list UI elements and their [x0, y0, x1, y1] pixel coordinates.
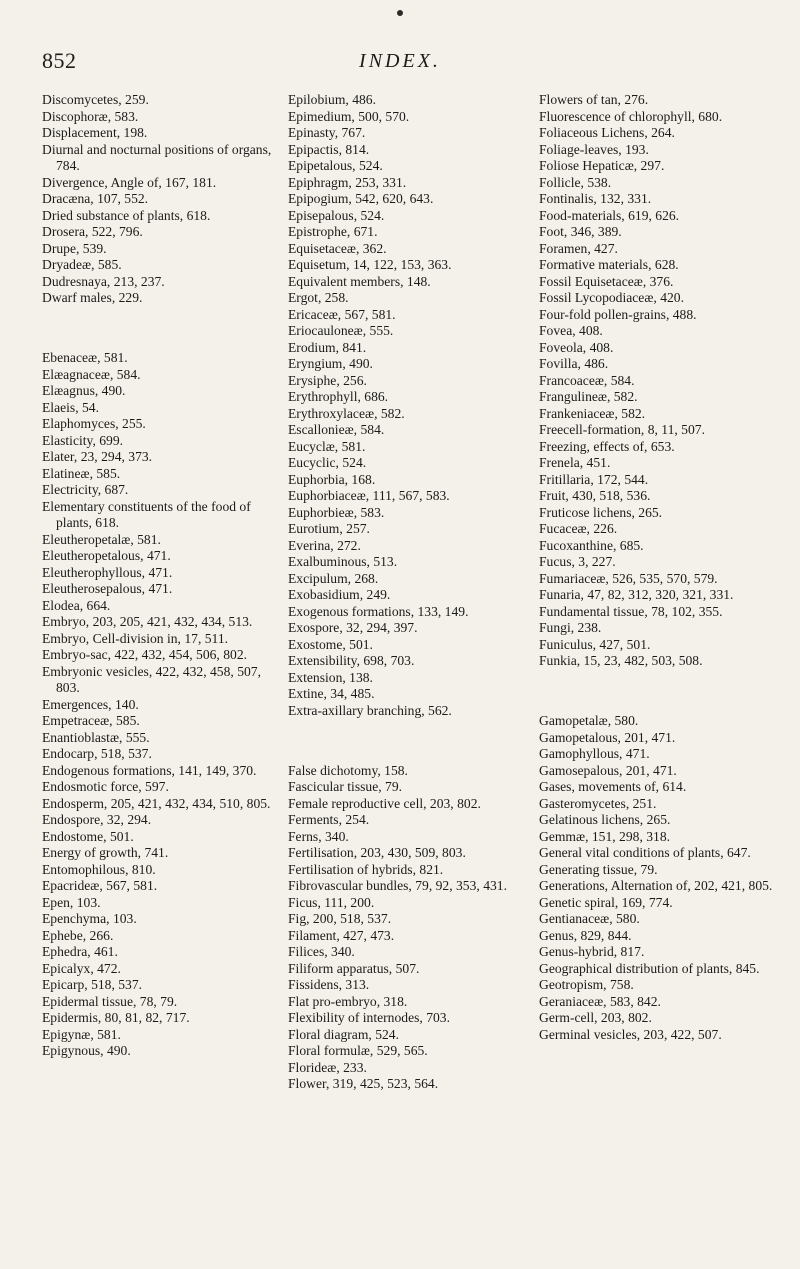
index-entry: Diurnal and nocturnal positions of organs, 784. — [42, 141, 272, 173]
index-entry: Endocarp, 518, 537. — [42, 746, 152, 762]
index-entry: Exogenous formations, 133, 149. — [288, 603, 469, 619]
section-gap — [42, 320, 274, 337]
page-number: 852 — [42, 48, 77, 73]
index-entry: Floral formulæ, 529, 565. — [288, 1043, 428, 1059]
index-entry: Epiphragm, 253, 331. — [288, 174, 407, 190]
index-entry: Exalbuminous, 513. — [288, 554, 398, 569]
index-entry: Elater, 23, 294, 373. — [42, 449, 153, 465]
index-entry: Euphorbieæ, 583. — [288, 504, 385, 520]
index-entry: Foveola, 408. — [539, 339, 614, 355]
index-entry: General vital conditions of plants, 647. — [539, 845, 751, 861]
index-entry: Gamophyllous, 471. — [539, 746, 650, 762]
index-entry: Eryngium, 490. — [288, 356, 373, 371]
index-entry: Extensibility, 698, 703. — [288, 653, 415, 668]
index-entry: Dracæna, 107, 552. — [42, 191, 149, 206]
index-entry: Fascicular tissue, 79. — [288, 779, 403, 795]
index-entry: Epen, 103. — [42, 894, 101, 910]
index-entry: Emergences, 140. — [42, 696, 139, 712]
index-entry: Ebenaceæ, 581. — [42, 350, 128, 366]
index-entry: Eleutherophyllous, 471. — [42, 564, 173, 580]
index-entry: Episepalous, 524. — [288, 207, 385, 223]
index-entry: Extension, 138. — [288, 669, 373, 685]
index-entry: Endosperm, 205, 421, 432, 434, 510, 805. — [42, 795, 271, 811]
index-entry: Foramen, 427. — [539, 240, 618, 256]
index-entry: Fucaceæ, 226. — [539, 521, 618, 536]
index-entry: Epipactis, 814. — [288, 141, 370, 157]
index-entry: Equisetaceæ, 362. — [288, 240, 387, 256]
index-entry: Elementary constituents of the food of plants, 618. — [42, 498, 251, 531]
index-entry: Foliage-leaves, 193. — [539, 141, 649, 157]
index-entry: Ephedra, 461. — [42, 944, 118, 960]
index-entry: Drosera, 522, 796. — [42, 224, 143, 239]
index-column-2 — [288, 92, 524, 1093]
index-entry: Euphorbia, 168. — [288, 471, 376, 487]
index-entry: Funaria, 47, 82, 312, 320, 321, 331. — [539, 587, 734, 602]
index-entry: Discomycetes, 259. — [42, 92, 149, 107]
index-entry: Eleutheropetalæ, 581. — [42, 531, 161, 547]
index-entry: Freezing, effects of, 653. — [539, 438, 675, 454]
index-entry: Epigynæ, 581. — [42, 1026, 121, 1042]
index-entry: Extine, 34, 485. — [288, 686, 375, 701]
index-entry: Fritillaria, 172, 544. — [539, 471, 649, 487]
index-entry: Fluorescence of chlorophyll, 680. — [539, 108, 723, 124]
index-entry: Elæagnus, 490. — [42, 383, 126, 399]
index-entry: Energy of growth, 741. — [42, 845, 169, 861]
index-entry: Francoaceæ, 584. — [539, 372, 635, 388]
index-entry: Endospore, 32, 294. — [42, 812, 152, 828]
index-entry: Dryadeæ, 585. — [42, 257, 122, 272]
index-entry: Frenela, 451. — [539, 455, 611, 470]
index-entry: Epinasty, 767. — [288, 125, 366, 140]
index-entry: Filiform apparatus, 507. — [288, 960, 420, 976]
index-entry: Gamopetalous, 201, 471. — [539, 729, 676, 745]
index-entry: Epacrideæ, 567, 581. — [42, 878, 158, 894]
index-entry: Fovea, 408. — [539, 323, 603, 338]
index-entry: Fungi, 238. — [539, 620, 602, 635]
index-entry: Endogenous formations, 141, 149, 370. — [42, 762, 257, 778]
index-entry: Fucoxanthine, 685. — [539, 537, 644, 553]
index-entry: Female reproductive cell, 203, 802. — [288, 795, 481, 811]
index-entry: Endostome, 501. — [42, 828, 134, 844]
index-entry: Flowers of tan, 276. — [539, 92, 649, 107]
index-entry: Geographical distribution of plants, 845. — [539, 960, 760, 976]
index-entry: Fossil Equisetaceæ, 376. — [539, 273, 674, 289]
index-entry: Eurotium, 257. — [288, 521, 370, 536]
index-entry: Flexibility of internodes, 703. — [288, 1010, 450, 1026]
index-entry: Electricity, 687. — [42, 482, 129, 498]
section-gap — [288, 733, 524, 750]
index-entry: Gases, movements of, 614. — [539, 779, 687, 795]
index-entry: Excipulum, 268. — [288, 570, 379, 586]
index-entry: Foot, 346, 389. — [539, 224, 622, 239]
index-entry: False dichotomy, 158. — [288, 762, 408, 778]
index-entry: Epenchyma, 103. — [42, 911, 137, 927]
index-entry: Germ-cell, 203, 802. — [539, 1010, 652, 1026]
index-entry: Extra-axillary branching, 562. — [288, 702, 452, 718]
index-entry: Dwarf males, 229. — [42, 290, 143, 305]
index-entry: Frangulineæ, 582. — [539, 389, 638, 404]
index-entry: Frankeniaceæ, 582. — [539, 405, 646, 421]
index-entry: Genus-hybrid, 817. — [539, 944, 645, 960]
index-entry: Gamosepalous, 201, 471. — [539, 762, 677, 778]
index-entry: Filices, 340. — [288, 944, 355, 960]
index-entry: Food-materials, 619, 626. — [539, 207, 680, 223]
index-entry: Fucus, 3, 227. — [539, 554, 616, 569]
index-entry: Elaphomyces, 255. — [42, 416, 146, 432]
index-entry: Epipogium, 542, 620, 643. — [288, 191, 434, 206]
index-entry: Eleutherosepalous, 471. — [42, 581, 173, 597]
index-entry: Empetraceæ, 585. — [42, 713, 140, 729]
index-entry: Follicle, 538. — [539, 174, 612, 190]
index-entry: Ergot, 258. — [288, 290, 349, 305]
index-entry: Ferns, 340. — [288, 828, 349, 844]
section-gap — [539, 683, 777, 700]
index-entry: Eucyclæ, 581. — [288, 438, 366, 454]
index-entry: Equisetum, 14, 122, 153, 363. — [288, 257, 452, 272]
index-entry: Embryo, 203, 205, 421, 432, 434, 513. — [42, 614, 253, 630]
index-entry: Fumariaceæ, 526, 535, 570, 579. — [539, 570, 718, 586]
index-entry: Enantioblastæ, 555. — [42, 729, 150, 745]
index-entry: Drupe, 539. — [42, 240, 107, 256]
index-entry: Displacement, 198. — [42, 125, 148, 140]
index-entry: Florideæ, 233. — [288, 1059, 367, 1075]
index-entry: Elasticity, 699. — [42, 432, 124, 448]
index-entry: Euphorbiaceæ, 111, 567, 583. — [288, 488, 450, 503]
index-entry: Funkia, 15, 23, 482, 503, 508. — [539, 653, 703, 668]
index-entry: Exostome, 501. — [288, 636, 373, 652]
bullet-ornament-icon — [397, 10, 403, 16]
index-entry: Fovilla, 486. — [539, 356, 609, 371]
index-entry: Genetic spiral, 169, 774. — [539, 894, 673, 910]
index-entry: Ferments, 254. — [288, 812, 370, 828]
index-entry: Generations, Alternation of, 202, 421, 805. — [539, 878, 773, 894]
index-entry: Dudresnaya, 213, 237. — [42, 273, 165, 289]
index-entry: Epicalyx, 472. — [42, 960, 121, 976]
index-entry: Divergence, Angle of, 167, 181. — [42, 174, 217, 190]
index-entry: Elæagnaceæ, 584. — [42, 366, 141, 382]
index-entry: Geraniaceæ, 583, 842. — [539, 993, 661, 1009]
index-entry: Generating tissue, 79. — [539, 861, 658, 877]
index-entry: Escallonieæ, 584. — [288, 422, 385, 437]
index-entry: Elaeis, 54. — [42, 399, 100, 415]
index-column-3 — [539, 92, 777, 1043]
index-entry: Exospore, 32, 294, 397. — [288, 620, 418, 635]
index-entry: Gemmæ, 151, 298, 318. — [539, 828, 671, 844]
index-entry: Ficus, 111, 200. — [288, 894, 375, 910]
index-entry: Fig, 200, 518, 537. — [288, 911, 392, 927]
index-entry: Ericaceæ, 567, 581. — [288, 306, 396, 322]
index-entry: Formative materials, 628. — [539, 257, 679, 272]
index-entry: Erysiphe, 256. — [288, 372, 367, 388]
index-entry: Fruit, 430, 518, 536. — [539, 488, 651, 503]
index-entry: Fertilisation of hybrids, 821. — [288, 861, 444, 877]
index-entry: Fruticose lichens, 265. — [539, 504, 663, 520]
index-entry: Epimedium, 500, 570. — [288, 108, 410, 124]
index-entry: Erythroxylaceæ, 582. — [288, 405, 405, 421]
index-entry: Genus, 829, 844. — [539, 927, 632, 943]
index-entry: Equivalent members, 148. — [288, 273, 431, 289]
index-entry: Embryo, Cell-division in, 17, 511. — [42, 630, 229, 646]
index-entry: Endosmotic force, 597. — [42, 779, 169, 795]
index-entry: Fontinalis, 132, 331. — [539, 191, 652, 206]
index-entry: Erythrophyll, 686. — [288, 389, 389, 404]
index-entry: Fissidens, 313. — [288, 977, 370, 993]
index-entry: Epidermal tissue, 78, 79. — [42, 993, 178, 1009]
index-entry: Gamopetalæ, 580. — [539, 713, 639, 729]
index-entry: Epipetalous, 524. — [288, 158, 383, 173]
index-entry: Embryo-sac, 422, 432, 454, 506, 802. — [42, 647, 248, 663]
index-entry: Floral diagram, 524. — [288, 1026, 399, 1042]
running-title: INDEX. — [359, 50, 441, 72]
index-entry: Elatineæ, 585. — [42, 465, 121, 481]
index-entry: Foliaceous Lichens, 264. — [539, 125, 675, 140]
index-entry: Flower, 319, 425, 523, 564. — [288, 1076, 439, 1092]
index-entry: Gasteromycetes, 251. — [539, 795, 657, 811]
index-entry: Eriocauloneæ, 555. — [288, 323, 394, 338]
index-entry: Gelatinous lichens, 265. — [539, 812, 671, 828]
index-entry: Epigynous, 490. — [42, 1043, 131, 1059]
index-entry: Flat pro-embryo, 318. — [288, 993, 408, 1009]
index-entry: Germinal vesicles, 203, 422, 507. — [539, 1026, 722, 1042]
index-entry: Erodium, 841. — [288, 339, 367, 355]
index-entry: Elodea, 664. — [42, 597, 111, 613]
index-entry: Four-fold pollen-grains, 488. — [539, 306, 697, 322]
index-entry: Foliose Hepaticæ, 297. — [539, 158, 665, 173]
index-entry: Everina, 272. — [288, 537, 361, 553]
index-entry: Fundamental tissue, 78, 102, 355. — [539, 603, 723, 619]
index-entry: Epicarp, 518, 537. — [42, 977, 143, 993]
index-entry: Ephebe, 266. — [42, 927, 114, 943]
index-entry: Fibrovascular bundles, 79, 92, 353, 431. — [288, 878, 507, 894]
index-entry: Gentianaceæ, 580. — [539, 911, 640, 927]
index-entry: Funiculus, 427, 501. — [539, 636, 651, 652]
index-entry: Exobasidium, 249. — [288, 587, 391, 602]
index-entry: Epilobium, 486. — [288, 92, 376, 107]
index-column-1 — [42, 92, 274, 1060]
index-entry: Eleutheropetalous, 471. — [42, 548, 171, 564]
index-entry: Eucyclic, 524. — [288, 455, 367, 470]
index-entry: Fossil Lycopodiaceæ, 420. — [539, 290, 684, 305]
index-entry: Dried substance of plants, 618. — [42, 207, 211, 223]
index-entry: Epistrophe, 671. — [288, 224, 378, 239]
index-entry: Fertilisation, 203, 430, 509, 803. — [288, 845, 466, 861]
page-header — [42, 48, 758, 78]
index-entry: Geotropism, 758. — [539, 977, 634, 993]
index-entry: Entomophilous, 810. — [42, 861, 156, 877]
index-entry: Discophoræ, 583. — [42, 108, 139, 124]
index-entry: Epidermis, 80, 81, 82, 717. — [42, 1010, 190, 1026]
index-entry: Filament, 427, 473. — [288, 927, 395, 943]
index-entry: Embryonic vesicles, 422, 432, 458, 507, 803. — [42, 663, 261, 696]
index-entry: Freecell-formation, 8, 11, 507. — [539, 422, 705, 437]
